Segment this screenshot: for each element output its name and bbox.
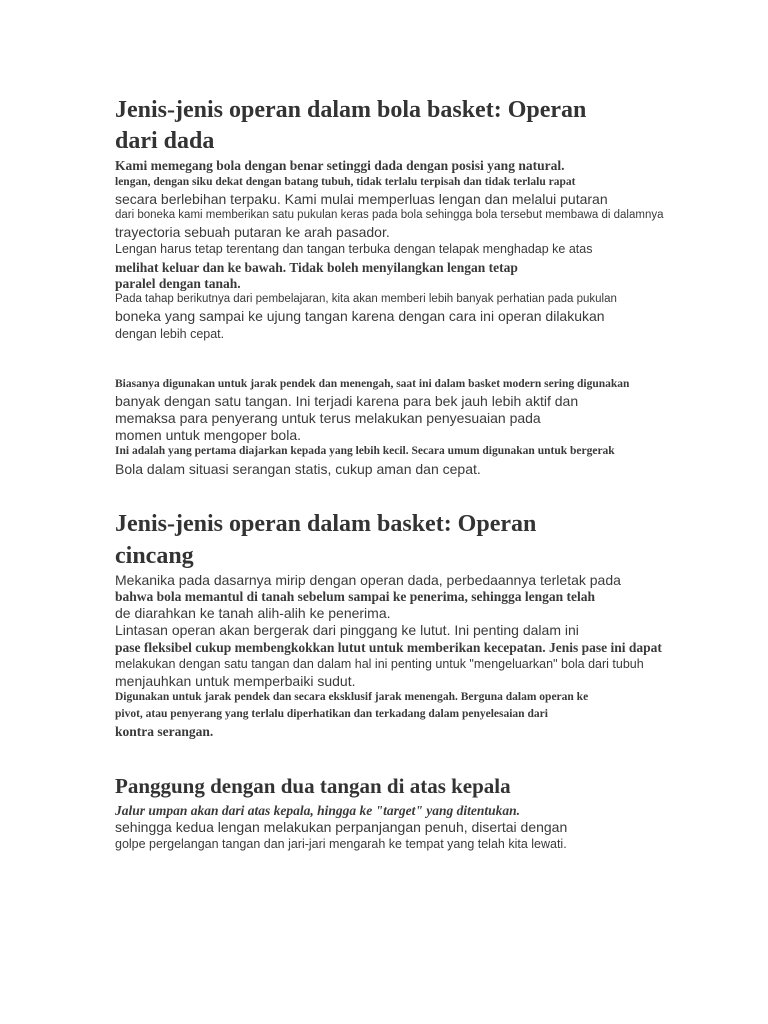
text-line: Pada tahap berikutnya dari pembelajaran, kita akan memberi lebih banyak perhatian pada pukulan [115, 293, 617, 305]
text-line: de diarahkan ke tanah alih-alih ke penerima. [115, 605, 391, 621]
section-title-line-1: Jenis-jenis operan dalam basket: Operan [115, 511, 537, 537]
text-line: menjauhkan untuk memperbaiki sudut. [115, 673, 356, 689]
text-line: Mekanika pada dasarnya mirip dengan operan dada, perbedaannya terletak pada [115, 572, 621, 588]
text-line: Biasanya digunakan untuk jarak pendek dan menengah, saat ini dalam basket modern sering digunakan [115, 378, 630, 390]
text-line: golpe pergelangan tangan dan jari-jari mengarah ke tempat yang telah kita lewati. [115, 837, 567, 851]
text-line: Lintasan operan akan bergerak dari pinggang ke lutut. Ini penting dalam ini [115, 622, 579, 638]
text-line: pase fleksibel cukup membengkokkan lutut untuk memberikan kecepatan. Jenis pase ini dapat [115, 640, 662, 655]
text-line: momen untuk mengoper bola. [115, 427, 301, 443]
text-line: memaksa para penyerang untuk terus melakukan penyesuaian pada [115, 410, 541, 426]
text-line: banyak dengan satu tangan. Ini terjadi karena para bek jauh lebih aktif dan [115, 393, 579, 409]
text-line: Jalur umpan akan dari atas kepala, hingga ke "target" yang ditentukan. [115, 803, 521, 818]
text-line: Bola dalam situasi serangan statis, cukup aman dan cepat. [115, 461, 481, 477]
section-title-line-1: Jenis-jenis operan dalam bola basket: Operan [115, 97, 587, 123]
text-line: secara berlebihan terpaku. Kami mulai memperluas lengan dan melalui putaran [115, 191, 608, 207]
text-line: lengan, dengan siku dekat dengan batang tubuh, tidak terlalu terpisah dan tidak terlalu rapat [115, 176, 576, 188]
text-line: melihat keluar dan ke bawah. Tidak boleh menyilangkan lengan tetap [115, 260, 518, 275]
text-line: paralel dengan tanah. [115, 276, 241, 291]
section-title-line-2: dari dada [115, 128, 215, 154]
section-title: Panggung dengan dua tangan di atas kepala [115, 774, 511, 798]
text-line: sehingga kedua lengan melakukan perpanjangan penuh, disertai dengan [115, 819, 568, 835]
text-line: Kami memegang bola dengan benar setinggi dada dengan posisi yang natural. [115, 158, 565, 173]
text-line: boneka yang sampai ke ujung tangan karena dengan cara ini operan dilakukan [115, 308, 605, 324]
text-line: bahwa bola memantul di tanah sebelum sampai ke penerima, sehingga lengan telah [115, 589, 596, 604]
text-line: melakukan dengan satu tangan dan dalam hal ini penting untuk "mengeluarkan" bola dari tubuh [115, 657, 644, 671]
section-title-line-2: cincang [115, 543, 194, 569]
text-line: Ini adalah yang pertama diajarkan kepada yang lebih kecil. Secara umum digunakan untuk bergerak [115, 445, 615, 457]
text-line: pivot, atau penyerang yang terlalu diperhatikan dan terkadang dalam penyelesaian dari [115, 708, 548, 720]
text-line: Digunakan untuk jarak pendek dan secara eksklusif jarak menengah. Berguna dalam operan ke [115, 691, 589, 703]
text-line: Lengan harus tetap terentang dan tangan terbuka dengan telapak menghadap ke atas [115, 242, 593, 256]
text-line: dari boneka kami memberikan satu pukulan keras pada bola sehingga bola tersebut membawa di dalamnya [115, 209, 664, 221]
text-line: kontra serangan. [115, 724, 214, 739]
text-line: trayectoria sebuah putaran ke arah pasador. [115, 224, 390, 240]
text-line: dengan lebih cepat. [115, 327, 225, 341]
